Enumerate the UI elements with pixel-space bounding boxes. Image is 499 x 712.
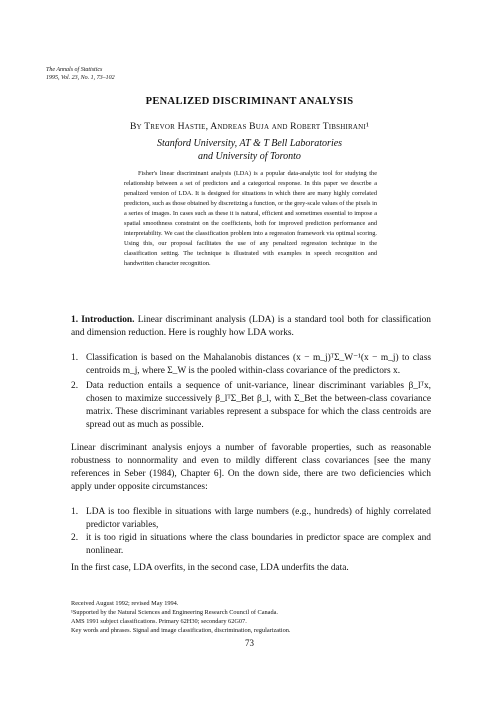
ams-classification: AMS 1991 subject classifications. Primary 62H30; secondary 62G07. [71,618,247,626]
list-item-text: LDA is too flexible in situations with large numbers (e.g., hundreds) of highly correlated predictor variables, [86,507,431,531]
list-item-text: it is too rigid in situations where the class boundaries in predictor space are complex and nonlinear. [86,533,431,557]
list-item-number: 2. [71,381,79,392]
journal-header [46,67,206,82]
received-date: Received August 1992; revised May 1994. [71,600,179,607]
list-item [71,506,431,532]
keywords: Key words and phrases. Signal and image classification, discrimination, regularization. [71,627,291,635]
paper-authors: By Trevor Hastie, Andreas Buja and Robert Tibshirani¹ [129,121,370,132]
funding-footnote: ¹Supported by the Natural Sciences and Engineering Research Council of Canada. [71,609,278,617]
journal-name: The Annals of Statistics [46,67,103,73]
list-item-number: 2. [71,533,79,544]
lda-properties-list [71,352,431,433]
footnotes [71,599,431,635]
affiliation-line-2: and University of Toronto [198,151,301,162]
journal-volume: 1995, Vol. 23, No. 1, 73–102 [46,74,115,81]
list-item [71,352,431,378]
abstract: Fisher's linear discriminant analysis (LDA) is a popular data-analytic tool for studying the relationship between a set of predictors and a categorical response. In this paper we describe a penalized version of LDA. It is designed for situations in which there are many highly correlated predictors, such as those obtained by discretizing a function, or the grey-scale values of the pixels in a series of images. In cases such as these it is natural, efficient and sometimes essential to impose a spatial smoothness constraint on the coefficients, both for improved prediction performance and interpretability. We cast the classification problem into a regression framework via optimal scoring. Using this, our proposal facilitates the use of any penalized regression technique in the classification setting. The technique is illustrated with examples in speech recognition and handwritten character recognition. [124,170,377,267]
list-item-text: Classification is based on the Mahalanobis distances (x − m_j)ᵀΣ_W⁻¹(x − m_j) to class centroids m_j, where Σ_W is the pooled within-class covariance of the predictors x. [86,353,431,377]
list-item-number: 1. [71,353,79,363]
affiliation-line-1: Stanford University, AT & T Bell Laboratories [156,138,343,149]
list-item [71,380,431,432]
page-number: 73 [245,638,254,648]
section-heading-introduction: 1. Introduction. [71,315,135,325]
list-item-number: 1. [71,507,79,517]
list-item-text: Data reduction entails a sequence of unit-variance, linear discriminant variables β_lᵀx, chosen to maximize successively β_lᵀΣ_Bet β_l, with Σ_Bet the between-class covariance matrix. These discriminant variables represent a subspace for which the class centroids are spread out as much as possible. [86,381,431,431]
lda-deficiencies-list [71,506,431,558]
overfit-underfit-paragraph: In the first case, LDA overfits, in the second case, LDA underfits the data. [71,563,349,573]
introduction-paragraph [71,314,431,340]
paper-title: PENALIZED DISCRIMINANT ANALYSIS [145,96,354,107]
list-item [71,532,431,558]
introduction-text: Linear discriminant analysis (LDA) is a standard tool both for classification and dimension reduction. Here is roughly how LDA works. [71,315,431,339]
lda-properties-paragraph: Linear discriminant analysis enjoys a number of favorable properties, such as reasonable robustness to nonnormality and even to mildly different class covariances [see the many references in Seber (1984), Chapter 6]. On the down side, there are two deficiencies which apply under opposite circumstances: [71,443,431,493]
